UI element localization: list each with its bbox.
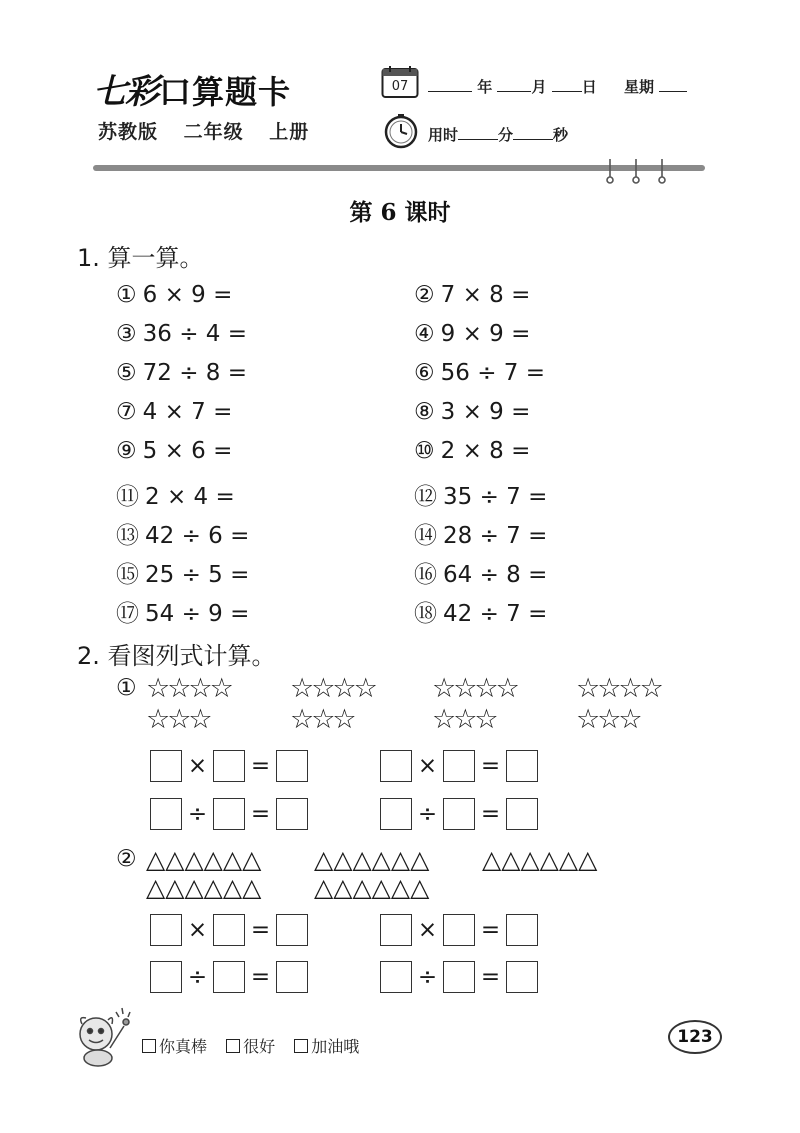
problem-15: ⑮ 25 ÷ 5 = bbox=[116, 562, 250, 588]
p1-multiplication-left bbox=[150, 747, 308, 783]
equals-sign: = bbox=[480, 752, 501, 779]
triangle-group: △△△△△△ bbox=[314, 845, 430, 874]
answer-box[interactable] bbox=[276, 798, 308, 830]
problem-3: ③ 36 ÷ 4 = bbox=[116, 321, 248, 347]
section1-title: 1. 算一算。 bbox=[77, 244, 204, 272]
answer-box[interactable] bbox=[213, 798, 245, 830]
equals-sign: = bbox=[250, 752, 271, 779]
equals-sign: = bbox=[250, 963, 271, 990]
triangle-group: △△△△△△ bbox=[482, 845, 598, 874]
seconds-label: 秒 bbox=[553, 126, 569, 144]
brand-qicai: 七彩 bbox=[93, 72, 157, 112]
answer-box[interactable] bbox=[380, 798, 412, 830]
answer-box[interactable] bbox=[213, 750, 245, 782]
star-group: ☆☆☆ bbox=[290, 704, 354, 735]
triangle-group: △△△△△△ bbox=[146, 873, 262, 902]
p1-division-right bbox=[380, 795, 538, 831]
divide-sign: ÷ bbox=[187, 963, 208, 990]
minutes-blank[interactable] bbox=[458, 125, 498, 140]
problem-1: ① 6 × 9 = bbox=[116, 282, 233, 308]
picture-problem-1-number: ① bbox=[116, 675, 137, 701]
brand-logo bbox=[93, 64, 291, 120]
month-blank[interactable] bbox=[497, 77, 531, 92]
edition-line bbox=[98, 117, 327, 144]
p2-multiplication-left bbox=[150, 911, 308, 947]
equals-sign: = bbox=[480, 963, 501, 990]
problem-14: ⑭ 28 ÷ 7 = bbox=[414, 523, 548, 549]
weekday-blank[interactable] bbox=[659, 77, 687, 92]
answer-box[interactable] bbox=[276, 750, 308, 782]
problem-16: ⑯ 64 ÷ 8 = bbox=[414, 562, 548, 588]
answer-box[interactable] bbox=[276, 914, 308, 946]
minutes-label: 分 bbox=[498, 126, 514, 144]
answer-box[interactable] bbox=[213, 961, 245, 993]
divide-sign: ÷ bbox=[417, 963, 438, 990]
edition-volume: 上册 bbox=[269, 121, 310, 143]
answer-box[interactable] bbox=[506, 961, 538, 993]
binder-rings-icon bbox=[603, 157, 673, 185]
rating-checkbox[interactable] bbox=[142, 1039, 156, 1053]
section2-title: 2. 看图列式计算。 bbox=[77, 642, 276, 670]
p2-multiplication-right bbox=[380, 911, 538, 947]
problem-2: ② 7 × 8 = bbox=[414, 282, 531, 308]
mascot-icon bbox=[68, 1004, 138, 1070]
star-group: ☆☆☆☆ bbox=[146, 673, 231, 704]
star-group: ☆☆☆ bbox=[146, 704, 210, 735]
equals-sign: = bbox=[250, 800, 271, 827]
time-fill-line bbox=[428, 124, 568, 145]
brand-title: 口算题卡 bbox=[159, 73, 292, 111]
equals-sign: = bbox=[480, 800, 501, 827]
seconds-blank[interactable] bbox=[513, 125, 553, 140]
rating-label: 很好 bbox=[243, 1037, 276, 1056]
star-group: ☆☆☆ bbox=[432, 704, 496, 735]
equals-sign: = bbox=[250, 916, 271, 943]
star-group: ☆☆☆ bbox=[576, 704, 640, 735]
problem-5: ⑤ 72 ÷ 8 = bbox=[116, 360, 248, 386]
answer-box[interactable] bbox=[150, 798, 182, 830]
answer-box[interactable] bbox=[150, 914, 182, 946]
rating-options bbox=[142, 1034, 373, 1057]
equals-sign: = bbox=[480, 916, 501, 943]
problem-12: ⑫ 35 ÷ 7 = bbox=[414, 484, 548, 510]
calendar-icon bbox=[381, 65, 419, 99]
answer-box[interactable] bbox=[150, 961, 182, 993]
problem-7: ⑦ 4 × 7 = bbox=[116, 399, 233, 425]
clock-icon bbox=[383, 113, 419, 149]
time-used-label: 用时 bbox=[428, 126, 459, 144]
problem-11: ⑪ 2 × 4 = bbox=[116, 484, 235, 510]
day-label: 日 bbox=[581, 78, 597, 96]
answer-box[interactable] bbox=[380, 961, 412, 993]
answer-box[interactable] bbox=[380, 914, 412, 946]
answer-box[interactable] bbox=[506, 750, 538, 782]
star-group: ☆☆☆☆ bbox=[576, 673, 661, 704]
lesson-title: 第 6 课时 bbox=[349, 199, 451, 226]
problem-8: ⑧ 3 × 9 = bbox=[414, 399, 531, 425]
calendar-number: 07 bbox=[391, 79, 409, 94]
date-fill-line bbox=[428, 76, 687, 97]
year-blank[interactable] bbox=[428, 77, 472, 92]
year-label: 年 bbox=[477, 78, 493, 96]
answer-box[interactable] bbox=[380, 750, 412, 782]
day-blank[interactable] bbox=[552, 77, 582, 92]
answer-box[interactable] bbox=[150, 750, 182, 782]
times-sign: × bbox=[417, 916, 438, 943]
weekday-label: 星期 bbox=[623, 78, 654, 96]
problem-4: ④ 9 × 9 = bbox=[414, 321, 531, 347]
times-sign: × bbox=[187, 752, 208, 779]
answer-box[interactable] bbox=[443, 914, 475, 946]
month-label: 月 bbox=[531, 78, 547, 96]
divide-sign: ÷ bbox=[417, 800, 438, 827]
p2-division-right bbox=[380, 958, 538, 994]
p1-multiplication-right bbox=[380, 747, 538, 783]
rating-checkbox[interactable] bbox=[294, 1039, 308, 1053]
page-number: 123 bbox=[668, 1020, 722, 1054]
p1-division-left bbox=[150, 795, 308, 831]
picture-problem-2-number: ② bbox=[116, 846, 137, 872]
answer-box[interactable] bbox=[443, 961, 475, 993]
answer-box[interactable] bbox=[443, 798, 475, 830]
problem-17: ⑰ 54 ÷ 9 = bbox=[116, 601, 250, 627]
answer-box[interactable] bbox=[506, 798, 538, 830]
answer-box[interactable] bbox=[213, 914, 245, 946]
star-group: ☆☆☆☆ bbox=[290, 673, 375, 704]
problem-9: ⑨ 5 × 6 = bbox=[116, 438, 233, 464]
answer-box[interactable] bbox=[276, 961, 308, 993]
times-sign: × bbox=[417, 752, 438, 779]
triangle-group: △△△△△△ bbox=[146, 845, 262, 874]
answer-box[interactable] bbox=[506, 914, 538, 946]
problem-13: ⑬ 42 ÷ 6 = bbox=[116, 523, 250, 549]
rating-checkbox[interactable] bbox=[226, 1039, 240, 1053]
problem-6: ⑥ 56 ÷ 7 = bbox=[414, 360, 546, 386]
rating-label: 加油哦 bbox=[311, 1037, 360, 1056]
edition-grade: 二年级 bbox=[183, 121, 244, 143]
problem-10: ⑩ 2 × 8 = bbox=[414, 438, 531, 464]
p2-division-left bbox=[150, 958, 308, 994]
divide-sign: ÷ bbox=[187, 800, 208, 827]
edition-publisher: 苏教版 bbox=[98, 121, 159, 143]
problem-18: ⑱ 42 ÷ 7 = bbox=[414, 601, 548, 627]
star-group: ☆☆☆☆ bbox=[432, 673, 517, 704]
rating-label: 你真棒 bbox=[159, 1037, 208, 1056]
answer-box[interactable] bbox=[443, 750, 475, 782]
times-sign: × bbox=[187, 916, 208, 943]
triangle-group: △△△△△△ bbox=[314, 873, 430, 902]
